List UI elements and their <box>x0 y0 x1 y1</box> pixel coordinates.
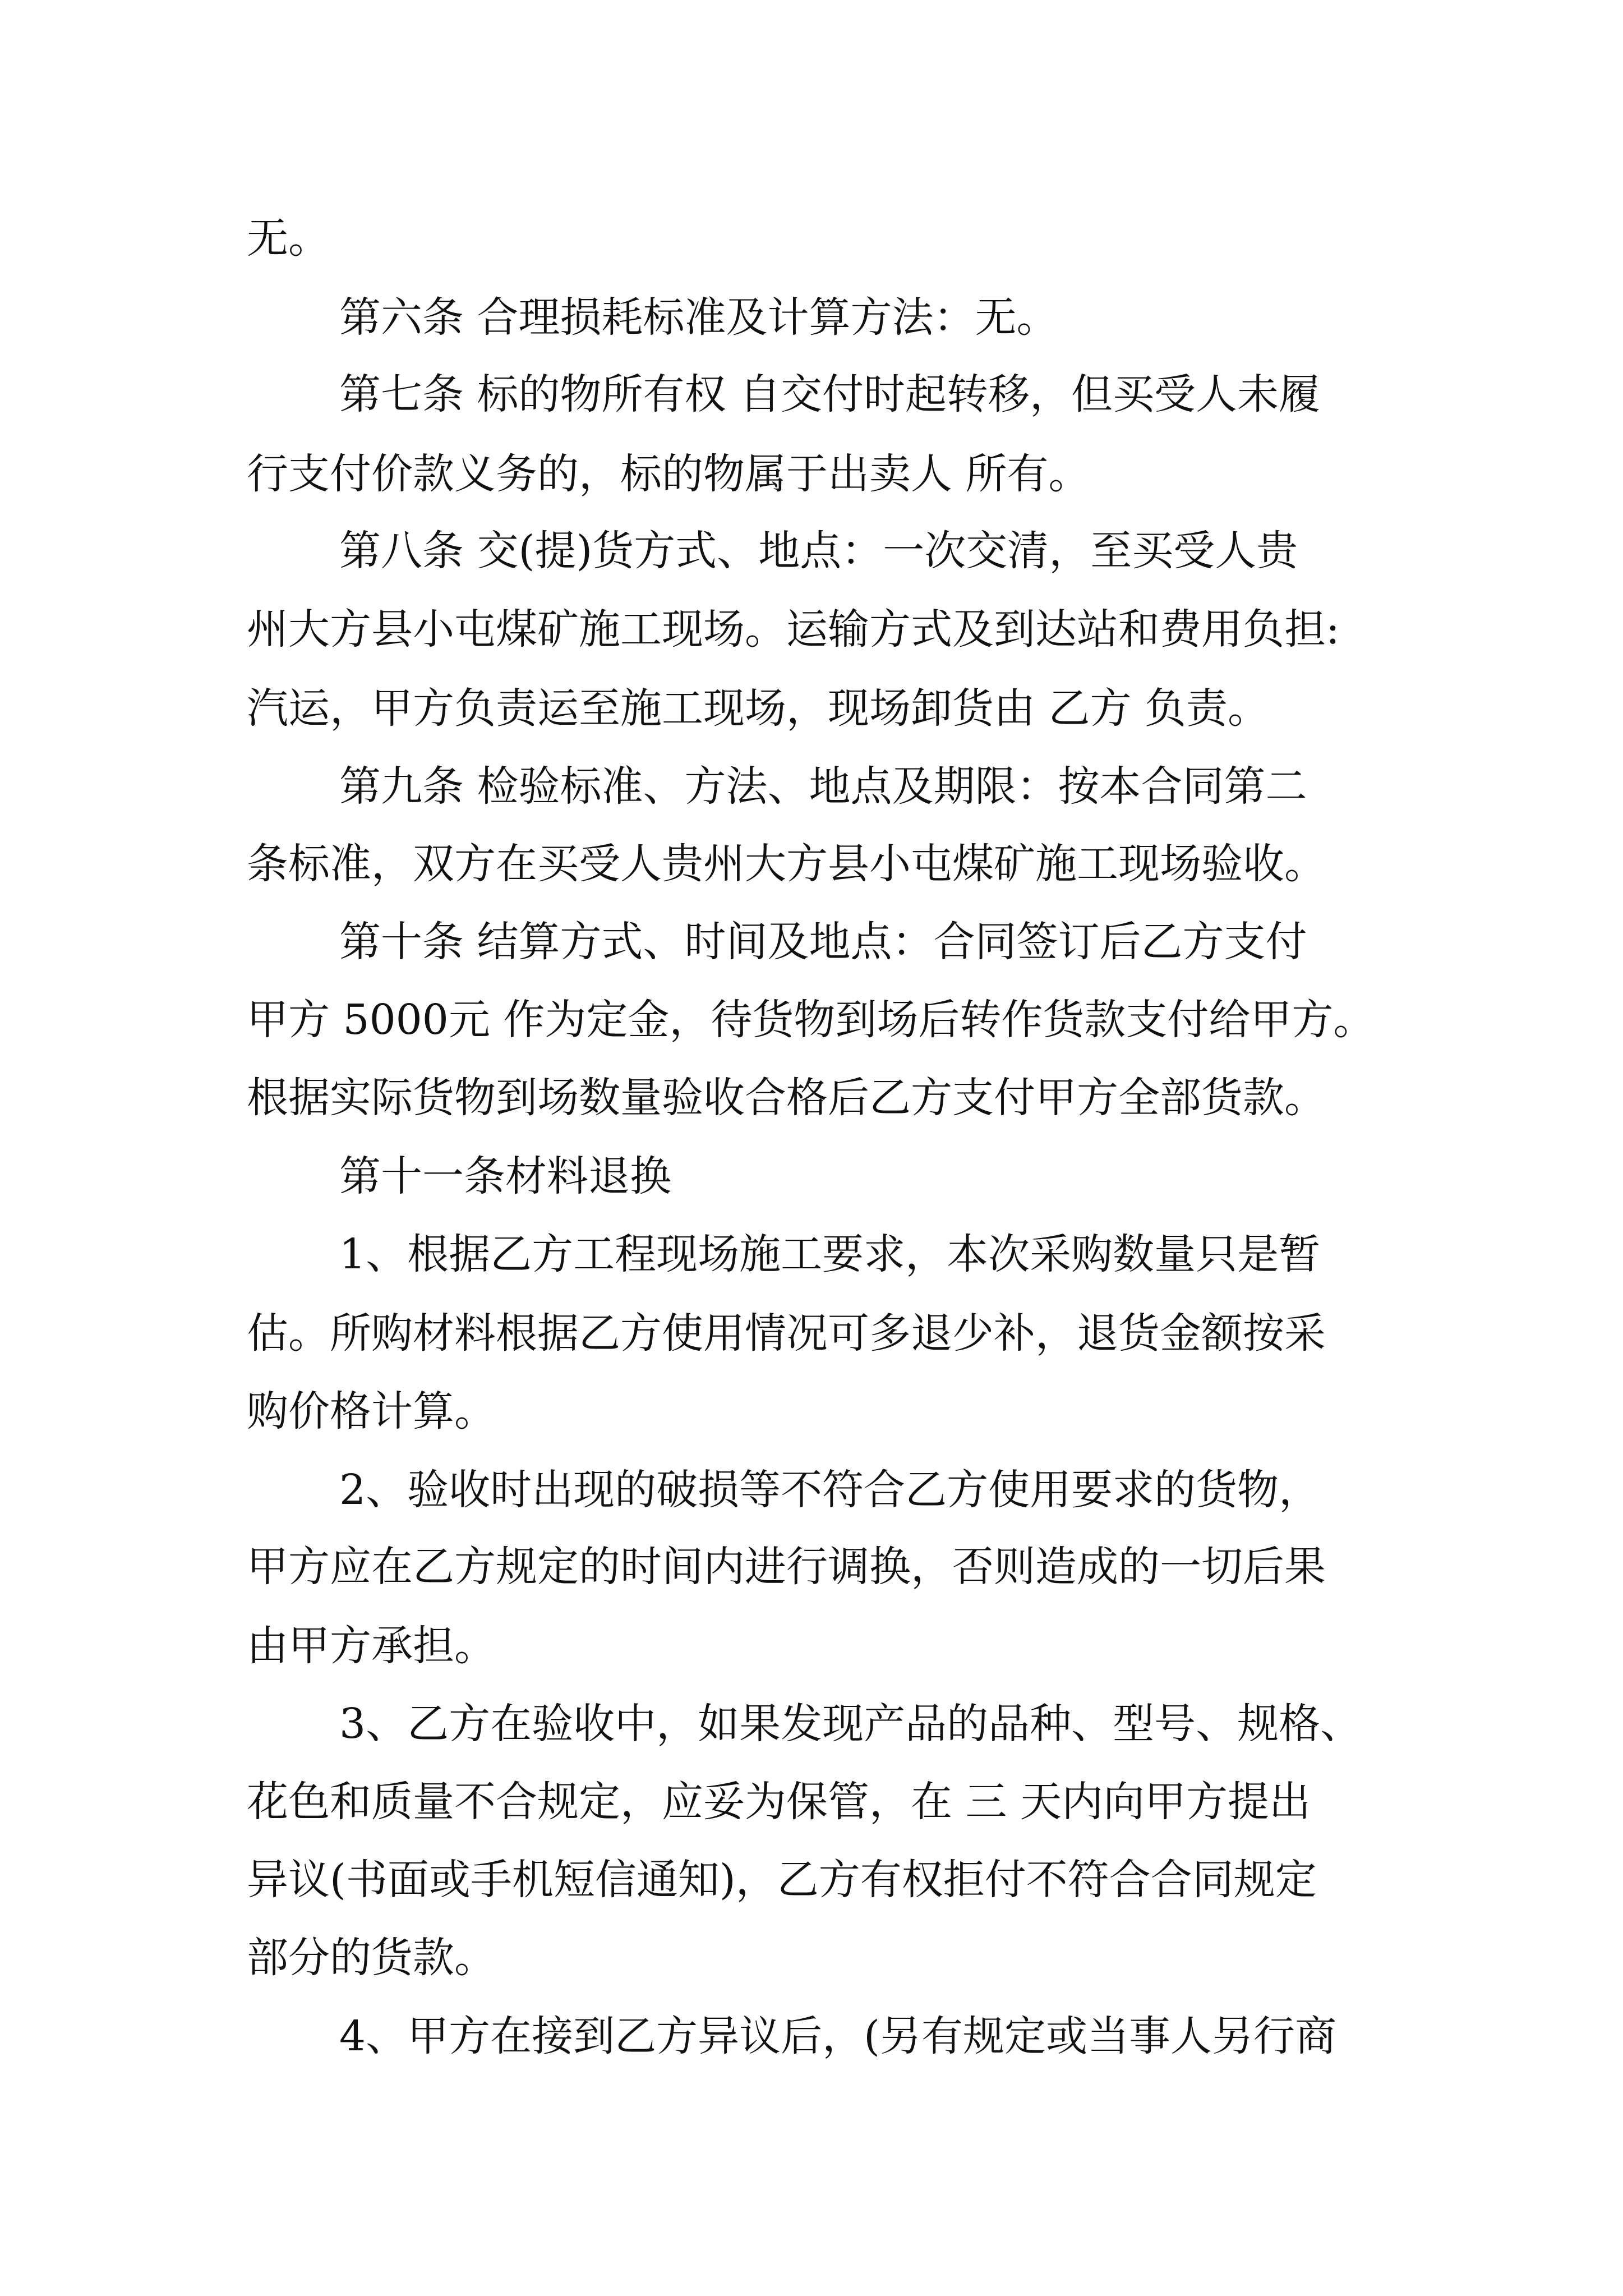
text-line: 估。所购材料根据乙方使用情况可多退少补，退货金额按采 <box>247 1309 1326 1358</box>
text-line: 由甲方承担。 <box>247 1622 496 1670</box>
text-line: 4、甲方在接到乙方异议后，(另有规定或当事人另行商 <box>339 2012 1336 2060</box>
text-line: 第九条 检验标准、方法、地点及期限：按本合同第二 <box>339 762 1307 811</box>
text-line: 无。 <box>247 214 330 263</box>
text-line: 1、根据乙方工程现场施工要求，本次采购数量只是暂 <box>339 1230 1321 1278</box>
text-line: 州大方县小屯煤矿施工现场。运输方式及到达站和费用负担: <box>247 605 1340 654</box>
text-line: 第七条 标的物所有权 自交付时起转移，但买受人未履 <box>339 370 1321 418</box>
text-line: 第十一条材料退换 <box>339 1152 671 1200</box>
text-line: 异议(书面或手机短信通知)，乙方有权拒付不符合合同规定 <box>247 1856 1317 1904</box>
text-line: 第六条 合理损耗标准及计算方法：无。 <box>339 293 1058 342</box>
text-line: 第八条 交(提)货方式、地点：一次交清，至买受人贵 <box>339 527 1298 575</box>
text-line: 行支付价款义务的，标的物属于出卖人 所有。 <box>247 450 1090 498</box>
text-line: 2、验收时出现的破损等不符合乙方使用要求的货物， <box>339 1466 1321 1514</box>
text-line: 条标准，双方在买受人贵州大方县小屯煤矿施工现场验收。 <box>247 840 1326 888</box>
text-line: 购价格计算。 <box>247 1387 496 1435</box>
text-line: 3、乙方在验收中，如果发现产品的品种、型号、规格、 <box>339 1700 1362 1748</box>
text-line: 甲方应在乙方规定的时间内进行调换，否则造成的一切后果 <box>247 1543 1326 1591</box>
text-line: 花色和质量不合规定，应妥为保管，在 三 天内向甲方提出 <box>247 1778 1311 1826</box>
text-line: 甲方 5000元 作为定金，待货物到场后转作货款支付给甲方。 <box>247 996 1375 1044</box>
text-line: 汽运，甲方负责运至施工现场，现场卸货由 乙方 负责。 <box>247 684 1270 733</box>
text-line: 部分的货款。 <box>247 1934 496 1982</box>
text-line: 根据实际货物到场数量验收合格后乙方支付甲方全部货款。 <box>247 1074 1326 1122</box>
text-line: 第十条 结算方式、时间及地点：合同签订后乙方支付 <box>339 918 1307 966</box>
